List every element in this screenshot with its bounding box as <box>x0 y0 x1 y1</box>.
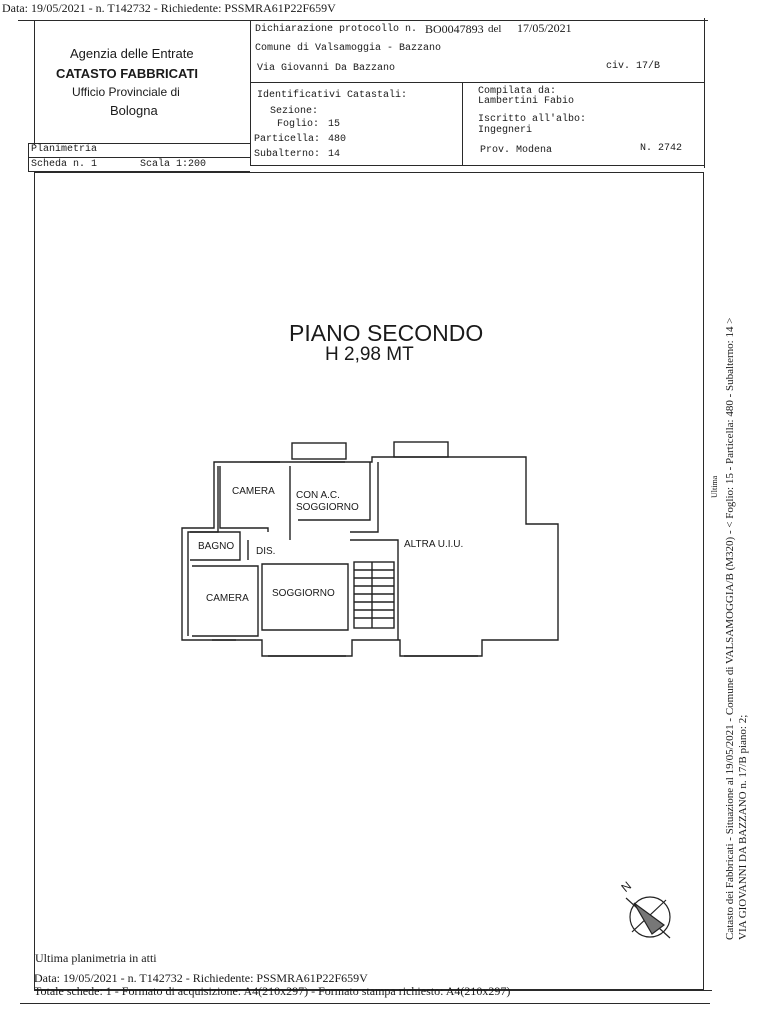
identifiers-title: Identificativi Catastali: <box>257 90 408 101</box>
address: Via Giovanni Da Bazzano <box>257 63 396 74</box>
balcony-top-right <box>394 442 448 457</box>
side-note-line2: VIA GIOVANNI DA BAZZANO n. 17/B piano: 2; <box>737 714 749 940</box>
room-bagno: BAGNO <box>198 541 235 552</box>
last-plan-note: Ultima planimetria in atti <box>35 951 157 965</box>
protocol-label: Dichiarazione protocollo n. <box>255 24 418 35</box>
sheet-scale: Scala 1:200 <box>140 159 207 170</box>
footer-data-line: Data: 19/05/2021 - n. T142732 - Richiedente: PSSMRA61P22F659V <box>34 971 368 985</box>
balcony-top-left <box>292 443 346 459</box>
subalterno-value: 14 <box>328 149 341 160</box>
agency-name: Agenzia delle Entrate <box>70 46 194 61</box>
room-con-ac: CON A.C. <box>296 490 340 501</box>
side-note-line1: Catasto dei Fabbricati - Situazione al 19/05/2021 - Comune di VALSAMOGGIA/B (M320) - < Foglio: 15 - Particella: 480 - Subalterno: 14 > <box>724 317 736 940</box>
protocol-number: BO0047893 <box>425 22 484 36</box>
side-small-note: Ultima <box>710 475 719 498</box>
plan-title: PIANO SECONDO <box>289 320 484 346</box>
particella-value: 480 <box>328 134 347 145</box>
room-dis: DIS. <box>256 546 276 557</box>
plan-height: H 2,98 MT <box>325 344 414 365</box>
footer-total-line: Totale schede: 1 - Formato di acquisizione: A4(210x297) - Formato stampa richiesto: A4(210x297) <box>34 984 511 998</box>
sheet-number: Scheda n. 1 <box>31 159 98 170</box>
room-soggiorno-top: SOGGIORNO <box>296 502 359 513</box>
albo-value: Ingegneri <box>478 125 533 136</box>
compiler-name: Lambertini Fabio <box>478 96 575 107</box>
protocol-date: 17/05/2021 <box>517 21 572 35</box>
compass-north-label: N <box>618 878 635 895</box>
wall-camera-top <box>220 466 268 532</box>
sezione-label: Sezione: <box>270 106 319 117</box>
particella-label: Particella: <box>254 134 321 145</box>
comune: Comune di Valsamoggia - Bazzano <box>255 43 442 54</box>
bottom-frame-line <box>20 1003 710 1004</box>
agency-office: Ufficio Provinciale di <box>72 85 180 99</box>
protocol-date-label: del <box>488 23 502 35</box>
wall-altra <box>350 462 378 532</box>
foglio-label: Foglio: <box>277 119 320 130</box>
albo-label: Iscritto all'albo: <box>478 114 587 125</box>
staircase <box>354 562 394 628</box>
agency-city: Bologna <box>110 103 158 118</box>
side-note <box>724 318 750 940</box>
sheet-type: Planimetria <box>31 144 98 155</box>
agency-dept: CATASTO FABBRICATI <box>56 66 199 81</box>
registration-number: N. 2742 <box>640 143 683 154</box>
foglio-value: 15 <box>328 119 341 130</box>
compass-icon <box>626 897 670 938</box>
room-camera-bottom: CAMERA <box>206 593 249 604</box>
wall-stair-core <box>350 540 398 640</box>
civic-number: civ. 17/B <box>606 61 661 72</box>
header-request-info: Data: 19/05/2021 - n. T142732 - Richiedente: PSSMRA61P22F659V <box>2 1 336 15</box>
room-altra: ALTRA U.I.U. <box>404 539 464 550</box>
province: Prov. Modena <box>480 145 553 156</box>
room-soggiorno-bottom: SOGGIORNO <box>272 588 335 599</box>
room-camera-top: CAMERA <box>232 486 275 497</box>
compiler-label: Compilata da: <box>478 86 557 97</box>
subalterno-label: Subalterno: <box>254 149 321 160</box>
